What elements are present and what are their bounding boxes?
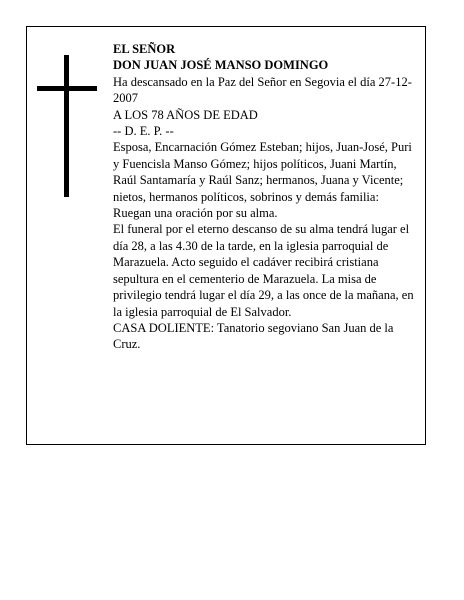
notice-text [113,41,421,353]
age-statement: A LOS 78 AÑOS DE EDAD [113,107,258,122]
death-statement: Ha descansado en la Paz del Señor en Segovia el día 27-12-2007 [113,74,412,106]
latin-cross-icon [37,55,97,197]
notice-title: EL SEÑOR [113,42,176,56]
funeral-details: El funeral por el eterno descanso de su alma tendrá lugar el día 28, a las 4.30 de la tarde, en la iglesia parroquial de Marazuela. Acto seguido el cadáver recibirá cristiana sepultura en el cementerio de Marazuela. La misa de privilegio tendrá lugar el día 29, a las once de la mañana, en la iglesia parroquial de El Salvador. [113,222,414,319]
mourning-home: CASA DOLIENTE: Tanatorio segoviano San Juan de la Cruz. [113,320,394,352]
cross-horizontal-bar [37,86,97,91]
deceased-name: DON JUAN JOSÉ MANSO DOMINGO [113,58,329,73]
family-list: Esposa, Encarnación Gómez Esteban; hijos, Juan-José, Puri y Fuencisla Manso Gómez; hijos políticos, Juani Martín, Raúl Santamaría y Raúl Sanz; hermanos, Juana y Vicente; nietos, hermanos políticos, sobrinos y demás familia: [113,140,412,204]
prayer-request: Ruegan una oración por su alma. [113,206,278,221]
cross-vertical-bar [64,55,69,197]
obituary-notice [26,26,426,445]
rip-line: -- D. E. P. -- [113,124,174,139]
